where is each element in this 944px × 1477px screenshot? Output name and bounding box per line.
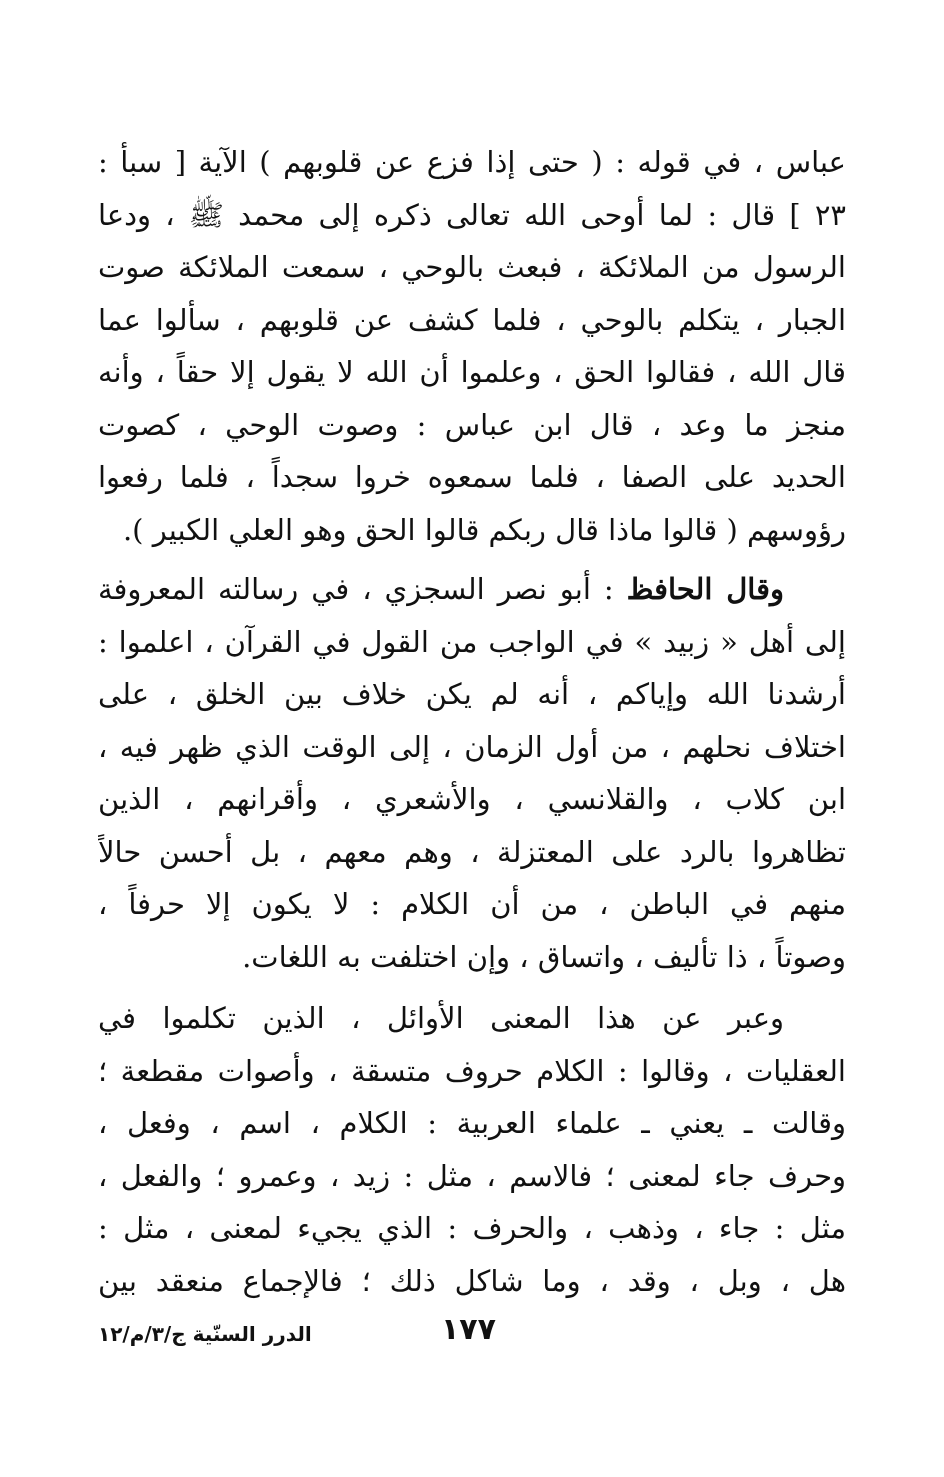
text-line: اختلاف نحلهم ، من أول الزمان ، إلى الوقت الذي ظهر فيه ،	[98, 729, 846, 764]
text-line: مثل : جاء ، وذهب ، والحرف : الذي يجيء لمعنى ، مثل :	[98, 1211, 846, 1245]
paragraph-1	[98, 136, 846, 556]
paragraph-3	[98, 992, 846, 1307]
text-line: الرسول من الملائكة ، فبعث بالوحي ، سمعت الملائكة صوت	[98, 250, 846, 284]
paragraph-lead-line: وعبر عن هذا المعنى الأوائل ، الذين تكلموا في	[98, 1001, 784, 1035]
text-line: وقالت ـ يعني ـ علماء العربية : الكلام ، اسم ، وفعل ،	[98, 1106, 846, 1140]
text-line: منهم في الباطن ، من أن الكلام : لا يكون إلا حرفاً ،	[98, 887, 846, 921]
page-footer	[98, 1312, 846, 1352]
paragraph-2	[98, 563, 846, 983]
paragraph-lead-line	[98, 563, 846, 616]
text-line: تظاهروا بالرد على المعتزلة ، وهم معهم ، بل أحسن حالاً	[98, 834, 846, 869]
text-line: الحديد على الصفا ، فلما سمعوه خروا سجداً ، فلما رفعوا	[98, 460, 846, 494]
text-line: ابن كلاب ، والقلانسي ، والأشعري ، وأقرانهم ، الذين	[98, 782, 846, 816]
source-reference: الدرر السنّية ج/٣/م/١٢	[98, 1322, 312, 1346]
text-line: رؤوسهم ( قالوا ماذا قال ربكم قالوا الحق وهو العلي الكبير ).	[122, 512, 846, 547]
text-line: أرشدنا الله وإياكم ، أنه لم يكن خلاف بين الخلق ، على	[98, 677, 846, 711]
text-line: منجز ما وعد ، قال ابن عباس : وصوت الوحي ، كصوت	[98, 407, 846, 442]
text-line: وحرف جاء لمعنى ؛ فالاسم ، مثل : زيد ، وعمرو ؛ والفعل ،	[98, 1158, 846, 1193]
text-line: الجبار ، يتكلم بالوحي ، فلما كشف عن قلوبهم ، سألوا عما	[98, 302, 846, 337]
text-line: وصوتاً ، ذا تأليف ، واتساق ، وإن اختلفت به اللغات.	[242, 939, 846, 974]
text-line: هل ، وبل ، وقد ، وما شاكل ذلك ؛ فالإجماع منعقد بين	[98, 1263, 846, 1298]
text-line: ٢٣ ] قال : لما أوحى الله تعالى ذكره إلى محمد ﷺ ، ودعا	[98, 197, 846, 232]
speaker-name: وقال الحافظ	[626, 572, 784, 606]
lead-text: : أبو نصر السجزي ، في رسالته المعروفة	[98, 572, 627, 606]
page-number: ١٧٧	[441, 1312, 496, 1347]
text-line: العقليات ، وقالوا : الكلام حروف متسقة ، وأصوات مقطعة ؛	[98, 1053, 846, 1088]
text-line: إلى أهل « زبيد » في الواجب من القول في القرآن ، اعلموا :	[98, 624, 846, 659]
text-line: عباس ، في قوله : ( حتى إذا فزع عن قلوبهم ) الآية [ سبأ :	[98, 145, 846, 179]
text-line: قال الله ، فقالوا الحق ، وعلموا أن الله لا يقول إلا حقاً ، وأنه	[98, 355, 846, 389]
